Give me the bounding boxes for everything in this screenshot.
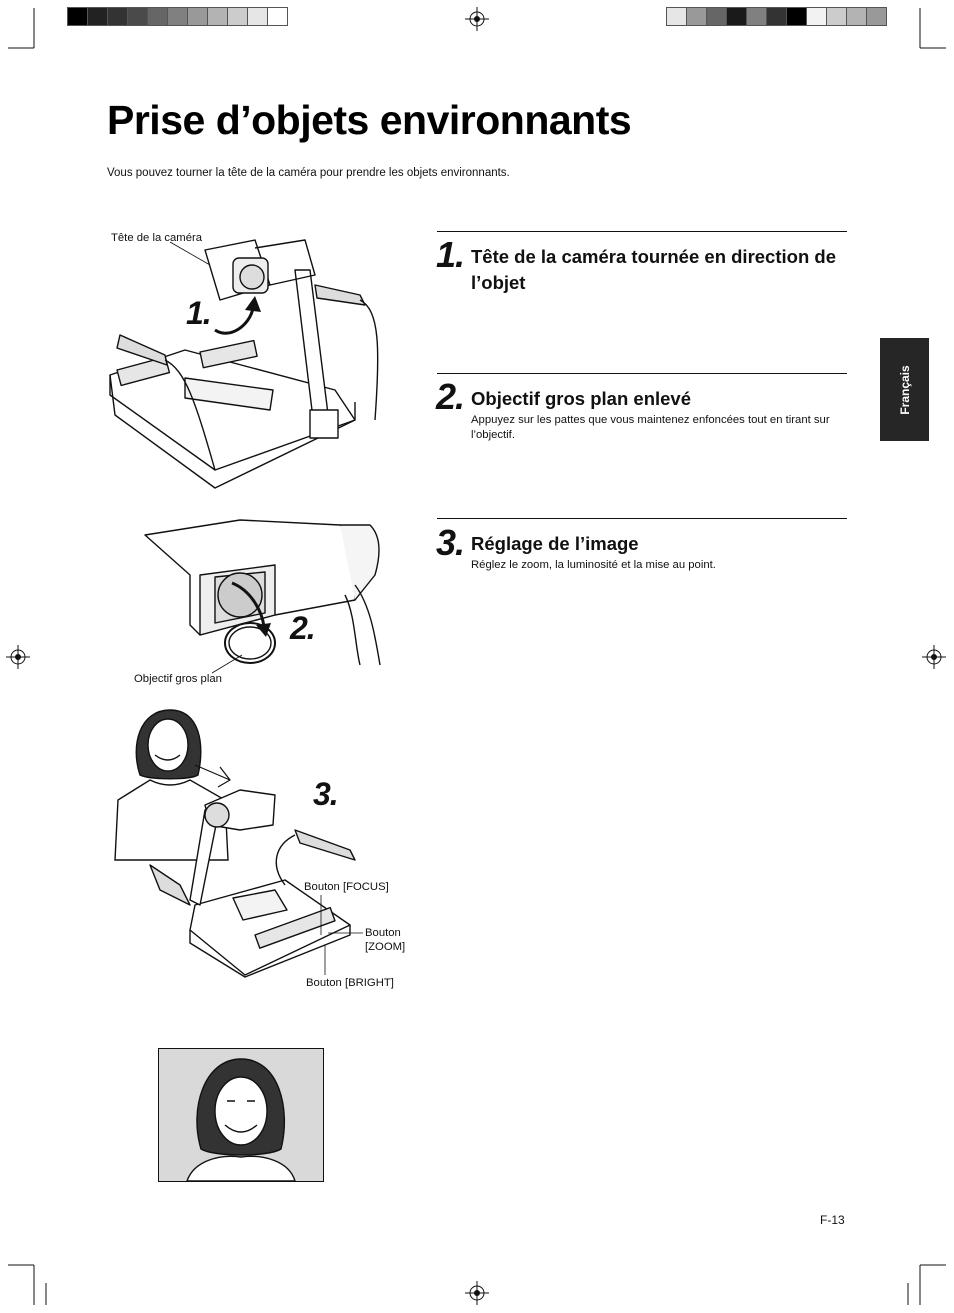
step-title: Objectif gros plan enlevé <box>471 388 692 409</box>
step-divider <box>437 373 847 374</box>
step-title: Tête de la caméra tournée en direction de l’objet <box>471 246 836 293</box>
step-description: Appuyez sur les pattes que vous maintenez enfoncées tout en tirant sur l’objectif. <box>471 414 830 441</box>
registration-mark-icon <box>6 645 30 669</box>
step-number: 1. <box>436 234 465 275</box>
bright-button-label: Bouton [BRIGHT] <box>306 977 394 989</box>
close-up-lens-label: Objectif gros plan <box>134 673 222 685</box>
zoom-button-label <box>365 926 405 954</box>
result-image-frame <box>158 1048 324 1182</box>
page-title: Prise d’objets environnants <box>107 97 632 143</box>
close-up-lens-illustration <box>140 515 390 675</box>
zoom-button-label-line1: Bouton <box>365 927 401 939</box>
registration-mark-icon <box>465 7 489 31</box>
step-description: Réglez le zoom, la luminosité et la mise au point. <box>471 559 716 571</box>
language-tab <box>880 338 929 441</box>
intro-text: Vous pouvez tourner la tête de la caméra pour prendre les objets environnants. <box>107 167 510 179</box>
step-title: Réglage de l’image <box>471 533 639 554</box>
zoom-button-label-line2: [ZOOM] <box>365 941 406 953</box>
step-number: 2. <box>436 376 465 417</box>
step-divider <box>437 231 847 232</box>
figure-step-number: 2. <box>290 610 315 646</box>
figure-step-number: 3. <box>313 776 338 812</box>
portrait-illustration <box>159 1049 323 1181</box>
step-number: 3. <box>436 522 465 563</box>
registration-mark-icon <box>465 1281 489 1305</box>
camera-head-label: Tête de la caméra <box>111 232 203 244</box>
focus-button-label: Bouton [FOCUS] <box>304 881 389 893</box>
step-divider <box>437 518 847 519</box>
document-camera-illustration <box>105 230 395 495</box>
language-tab-label: Français <box>897 364 912 415</box>
figure-step-number: 1. <box>186 295 211 331</box>
registration-mark-icon <box>922 645 946 669</box>
page-number: F-13 <box>820 1213 845 1227</box>
